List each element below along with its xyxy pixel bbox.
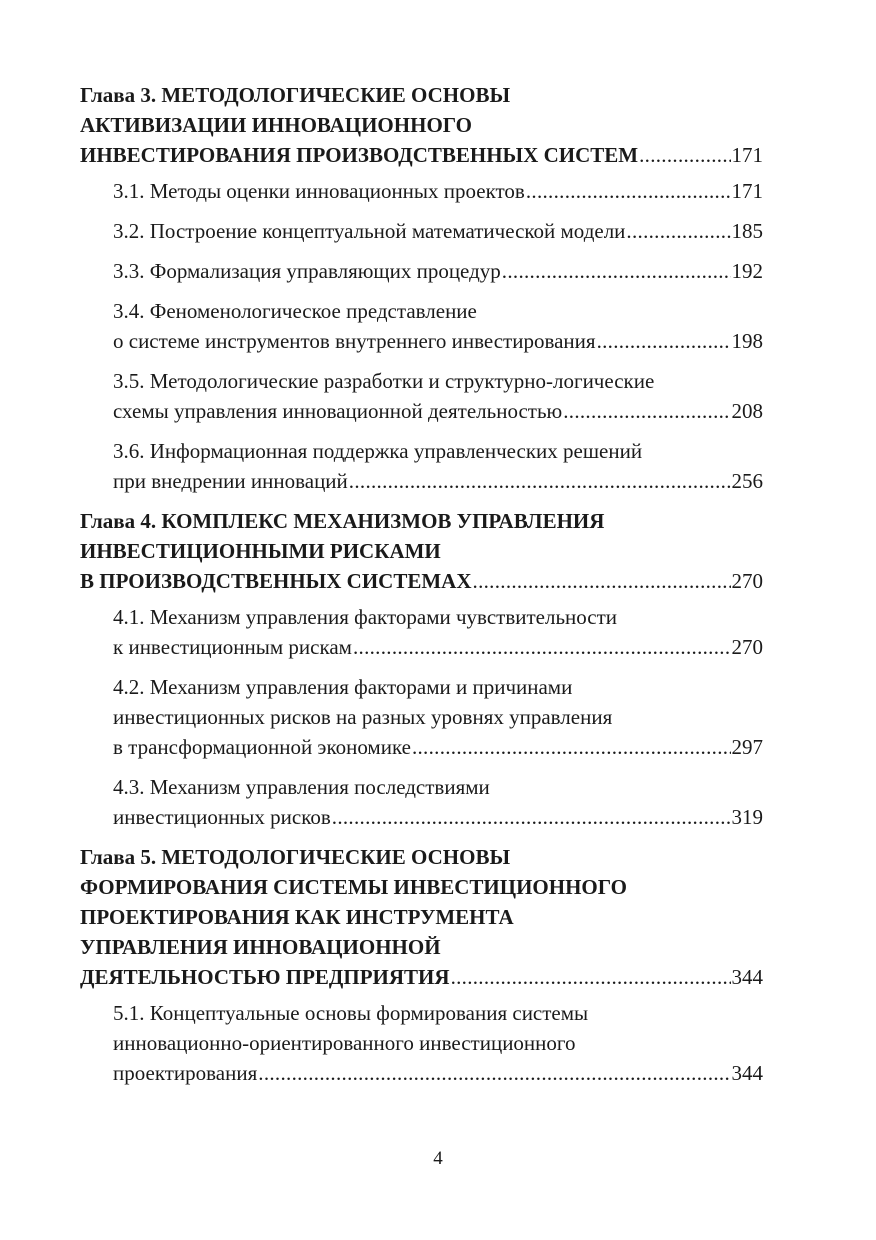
toc-entry-3-3[interactable]: 3.3. Формализация управляющих процедур ..... 192 xyxy=(80,256,763,286)
toc-entry-3-1[interactable]: 3.1. Методы оценки инновационных проектов ..... 171 xyxy=(80,176,763,206)
chapter-title-line: ИНВЕСТИЦИОННЫМИ РИСКАМИ xyxy=(80,539,441,563)
entry-page-number: 319 xyxy=(731,805,763,829)
toc-entry-4-2[interactable]: 4.2. Механизм управления факторами и причинами инвестиционных рисков на разных уровнях управления в трансформационной экономике ..... 297 xyxy=(80,672,763,762)
entry-page-number: 208 xyxy=(731,399,763,423)
dot-leader xyxy=(639,140,730,170)
table-of-contents xyxy=(80,80,763,1098)
chapter-title-line: Глава 5. МЕТОДОЛОГИЧЕСКИЕ ОСНОВЫ xyxy=(80,845,511,869)
entry-page-number: 270 xyxy=(731,635,763,659)
dot-leader xyxy=(563,396,730,426)
toc-entry-4-3[interactable]: 4.3. Механизм управления последствиями инвестиционных рисков ..... 319 xyxy=(80,772,763,832)
chapter-page-number: 171 xyxy=(731,143,763,167)
chapter-title-line: Глава 4. КОМПЛЕКС МЕХАНИЗМОВ УПРАВЛЕНИЯ xyxy=(80,509,605,533)
toc-entry-3-2[interactable]: 3.2. Построение концептуальной математической модели ..... 185 xyxy=(80,216,763,246)
dot-leader xyxy=(473,566,731,596)
chapter-page-number: 270 xyxy=(731,569,763,593)
chapter-4-heading xyxy=(80,506,763,596)
chapter-page-number: 344 xyxy=(731,965,763,989)
toc-entry-4-1[interactable]: 4.1. Механизм управления факторами чувствительности к инвестиционным рискам ..... 270 xyxy=(80,602,763,662)
entry-page-number: 192 xyxy=(731,259,763,283)
chapter-title-line: ПРОЕКТИРОВАНИЯ КАК ИНСТРУМЕНТА xyxy=(80,905,514,929)
dot-leader xyxy=(412,732,731,762)
entry-page-number: 297 xyxy=(731,735,763,759)
entry-page-number: 198 xyxy=(731,329,763,353)
chapter-title-line: УПРАВЛЕНИЯ ИННОВАЦИОННОЙ xyxy=(80,935,441,959)
dot-leader xyxy=(502,256,731,286)
dot-leader xyxy=(597,326,731,356)
entry-page-number: 171 xyxy=(731,179,763,203)
entry-page-number: 344 xyxy=(731,1061,763,1085)
dot-leader xyxy=(626,216,730,246)
toc-entry-3-6[interactable]: 3.6. Информационная поддержка управленческих решений при внедрении инноваций ..... 256 xyxy=(80,436,763,496)
chapter-title-line: Глава 3. МЕТОДОЛОГИЧЕСКИЕ ОСНОВЫ xyxy=(80,83,511,107)
dot-leader xyxy=(258,1058,730,1088)
dot-leader xyxy=(353,632,731,662)
dot-leader xyxy=(349,466,731,496)
chapter-title-line: ИНВЕСТИРОВАНИЯ ПРОИЗВОДСТВЕННЫХ СИСТЕМ ..... 171 xyxy=(80,140,763,170)
chapter-5-heading xyxy=(80,842,763,992)
chapter-title-line: В ПРОИЗВОДСТВЕННЫХ СИСТЕМАХ ..... 270 xyxy=(80,566,763,596)
page-number: 4 xyxy=(433,1148,443,1169)
entry-page-number: 185 xyxy=(731,219,763,243)
toc-entry-3-5[interactable]: 3.5. Методологические разработки и структурно-логические схемы управления инновационной деятельностью ..... 208 xyxy=(80,366,763,426)
chapter-3-heading xyxy=(80,80,763,170)
dot-leader xyxy=(526,176,731,206)
entry-page-number: 256 xyxy=(731,469,763,493)
chapter-title-line: ФОРМИРОВАНИЯ СИСТЕМЫ ИНВЕСТИЦИОННОГО xyxy=(80,875,627,899)
toc-entry-3-4[interactable]: 3.4. Феноменологическое представление о системе инструментов внутреннего инвестирования ..... 198 xyxy=(80,296,763,356)
chapter-title-line: ДЕЯТЕЛЬНОСТЬЮ ПРЕДПРИЯТИЯ ..... 344 xyxy=(80,962,763,992)
chapter-title-line: АКТИВИЗАЦИИ ИННОВАЦИОННОГО xyxy=(80,113,472,137)
dot-leader xyxy=(451,962,731,992)
toc-entry-5-1[interactable]: 5.1. Концептуальные основы формирования системы инновационно-ориентированного инвестиционного проектирования ..... 344 xyxy=(80,998,763,1088)
dot-leader xyxy=(332,802,731,832)
